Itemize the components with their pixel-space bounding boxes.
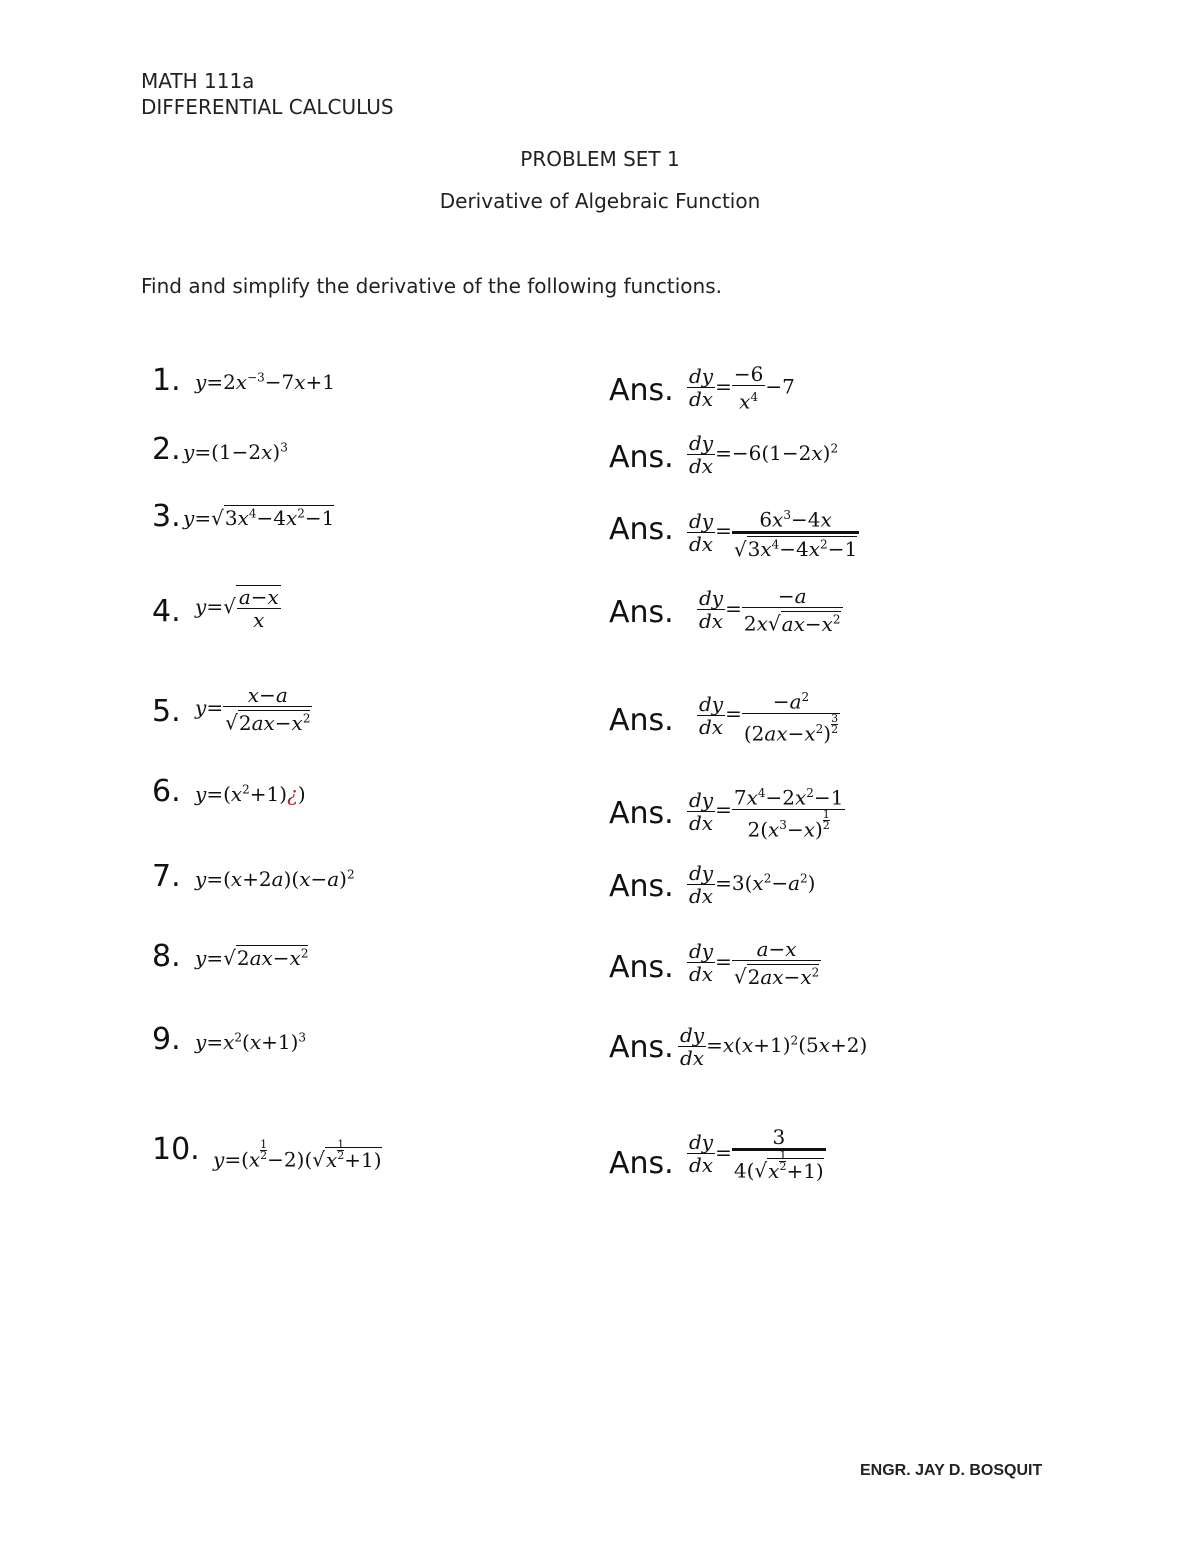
problem-expression-6: $y=(x^2+1)¿$) bbox=[195, 782, 306, 806]
answer-label-2: Ans. bbox=[609, 440, 674, 475]
answer-expression-10: $\frac{dy}{dx}$ = 3 4(√x $\frac{1}{2}$ +1) bbox=[689, 1125, 824, 1183]
problem-expression-4: y=√ $\frac{a-x}{x}$ bbox=[195, 585, 279, 632]
page-subtitle: Derivative of Algebraic Function bbox=[439, 189, 761, 213]
author-footer: ENGR. JAY D. BOSQUIT bbox=[860, 1462, 1043, 1479]
problem-number-8: 8. bbox=[152, 939, 181, 974]
answer-label-3: Ans. bbox=[609, 512, 674, 547]
problem-expression-8: $y=√2ax-x^2$ bbox=[195, 946, 309, 970]
answer-label-6: Ans. bbox=[609, 796, 674, 831]
page-title: PROBLEM SET 1 bbox=[520, 147, 680, 171]
answer-expression-1: $\frac{dy}{dx}$ = $\frac{-6}{x^4}$ −7 bbox=[689, 362, 795, 414]
problem-expression-10: y=(x $\frac{1}{2}$ −2)(√x $\frac{1}{2}$ +1) bbox=[213, 1138, 382, 1172]
problem-number-1: 1. bbox=[152, 363, 181, 398]
problem-expression-9: $y=x^2(x+1)^3$ bbox=[195, 1030, 307, 1054]
answer-label-4: Ans. bbox=[609, 595, 674, 630]
instructions: Find and simplify the derivative of the following functions. bbox=[141, 274, 722, 298]
course-name: DIFFERENTIAL CALCULUS bbox=[141, 95, 394, 119]
answer-label-1: Ans. bbox=[609, 373, 674, 408]
answer-expression-8: $\frac{dy}{dx}$ = $\frac{a-x}{√2ax-x^2}$ bbox=[689, 937, 820, 989]
answer-expression-5: $\frac{dy}{dx}$ = $-a^2$ $(2ax-x^2)$ $\frac{3}{2}$ bbox=[697, 686, 840, 744]
problem-number-10: 10. bbox=[152, 1132, 200, 1167]
answer-expression-6: $\frac{dy}{dx}$ = $7x^4-2x^2-1$ $2(x^3-x)$ $\frac{1}{2}$ bbox=[687, 782, 845, 840]
answer-expression-9: $\frac{dy}{dx}$ $=x(x+1)^2(5x+2)$ bbox=[680, 1023, 868, 1070]
answer-expression-3: $\frac{dy}{dx}$ = $\frac{6x^3-4x}{√3x^4-4x^2-1}$ bbox=[687, 504, 859, 560]
problem-number-4: 4. bbox=[152, 594, 181, 629]
answer-label-7: Ans. bbox=[609, 869, 674, 904]
problem-expression-1: $y=2x^{-3}-7x+1$ bbox=[195, 370, 336, 394]
problem-number-7: 7. bbox=[152, 859, 181, 894]
answer-label-9: Ans. bbox=[609, 1030, 674, 1065]
course-header bbox=[141, 68, 394, 120]
problem-number-3: 3. bbox=[152, 499, 181, 534]
problem-number-2: 2. bbox=[152, 432, 181, 467]
problem-number-9: 9. bbox=[152, 1022, 181, 1057]
course-code: MATH 111a bbox=[141, 69, 255, 93]
answer-label-10: Ans. bbox=[609, 1146, 674, 1181]
problem-expression-2: $y=(1-2x)^3$ bbox=[183, 440, 288, 464]
problem-expression-7: $y=(x+2a)(x-a)^2$ bbox=[195, 867, 355, 891]
answer-expression-7: $\frac{dy}{dx}$ $=3(x^2-a^2)$ bbox=[689, 861, 816, 908]
answer-expression-4: $\frac{dy}{dx}$ = $\frac{-a}{2x√ax-x^2}$ bbox=[699, 584, 841, 636]
answer-label-5: Ans. bbox=[609, 703, 674, 738]
problem-expression-3: $y=√3x^4-4x^2-1$ bbox=[183, 506, 335, 530]
problem-expression-5: y= $\frac{x-a}{√2ax-x^2}$ bbox=[195, 683, 311, 735]
answer-label-8: Ans. bbox=[609, 950, 674, 985]
answer-expression-2: $\frac{dy}{dx}$ $=-6(1-2x)^2$ bbox=[689, 431, 839, 478]
problem-number-6: 6. bbox=[152, 774, 181, 809]
problem-number-5: 5. bbox=[152, 694, 181, 729]
